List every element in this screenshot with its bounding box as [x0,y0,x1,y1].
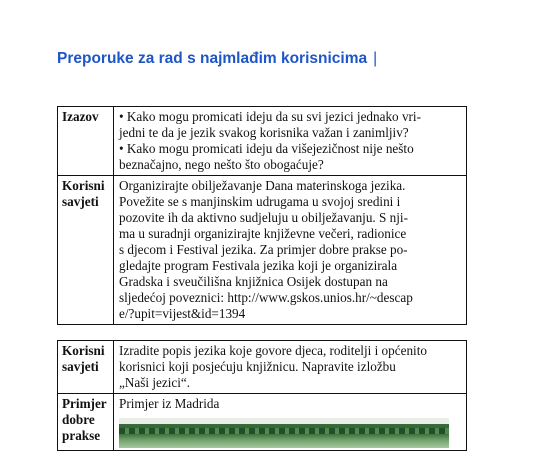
useful-tips-content [114,176,467,325]
text-line: jedni te da je jezik svakog korisnika važan i zanimljiv? [119,125,409,140]
row-label-useful-tips: Korisni savjeti [58,341,114,394]
text-line: Povežite se s manjinskim udrugama u svojoj sredini i [119,194,401,209]
row-label-good-practice: Primjer dobre prakse [58,394,114,451]
title-separator: | [373,50,378,67]
tips-table [57,340,467,451]
section-title: Preporuke za rad s najmlađim korisnicima [57,50,368,67]
row-label-useful-tips: Korisni savjeti [58,176,114,325]
challenge-content [114,107,467,176]
section-heading [57,50,377,68]
table-row [58,341,467,394]
link-line[interactable]: e/?upit=vijest&id=1394 [119,306,246,321]
text-line: ma u suradnji organizirajte književne večeri, radionice [119,226,407,241]
table-row [58,394,467,451]
table-row [58,176,467,325]
text-line: Primjer iz Madrida [119,396,220,411]
photo-pattern [119,428,449,434]
row-label-challenge: Izazov [58,107,114,176]
text-line: gledajte program Festivala jezika koji je organizirala [119,258,398,273]
link-line[interactable]: sljedećoj poveznici: http://www.gskos.unios.hr/~descap [119,290,413,305]
good-practice-content [114,394,467,451]
text-line: korisnici koji posjećuju knjižnicu. Napravite izložbu [119,359,396,374]
useful-tips-content [114,341,467,394]
madrid-photo [119,418,449,448]
text-line: Organizirajte obilježavanje Dana materinskoga jezika. [119,178,406,193]
text-line: Izradite popis jezika koje govore djeca, roditelji i općenito [119,343,427,358]
table-row [58,107,467,176]
challenge-table [57,106,467,325]
text-line: s djecom i Festival jezika. Za primjer dobre prakse po- [119,242,408,257]
text-line: pozovite ih da aktivno sudjeluju u obilježavanju. S nji- [119,210,408,225]
text-line: „Naši jezici“. [119,375,191,390]
text-line: • Kako mogu promicati ideju da su svi jezici jednako vri- [119,109,421,124]
text-line: beznačajno, nego nešto što obogaćuje? [119,157,324,172]
text-line: Gradska i sveučilišna knjižnica Osijek dostupan na [119,274,388,289]
text-line: • Kako mogu promicati ideju da višejezičnost nije nešto [119,141,414,156]
